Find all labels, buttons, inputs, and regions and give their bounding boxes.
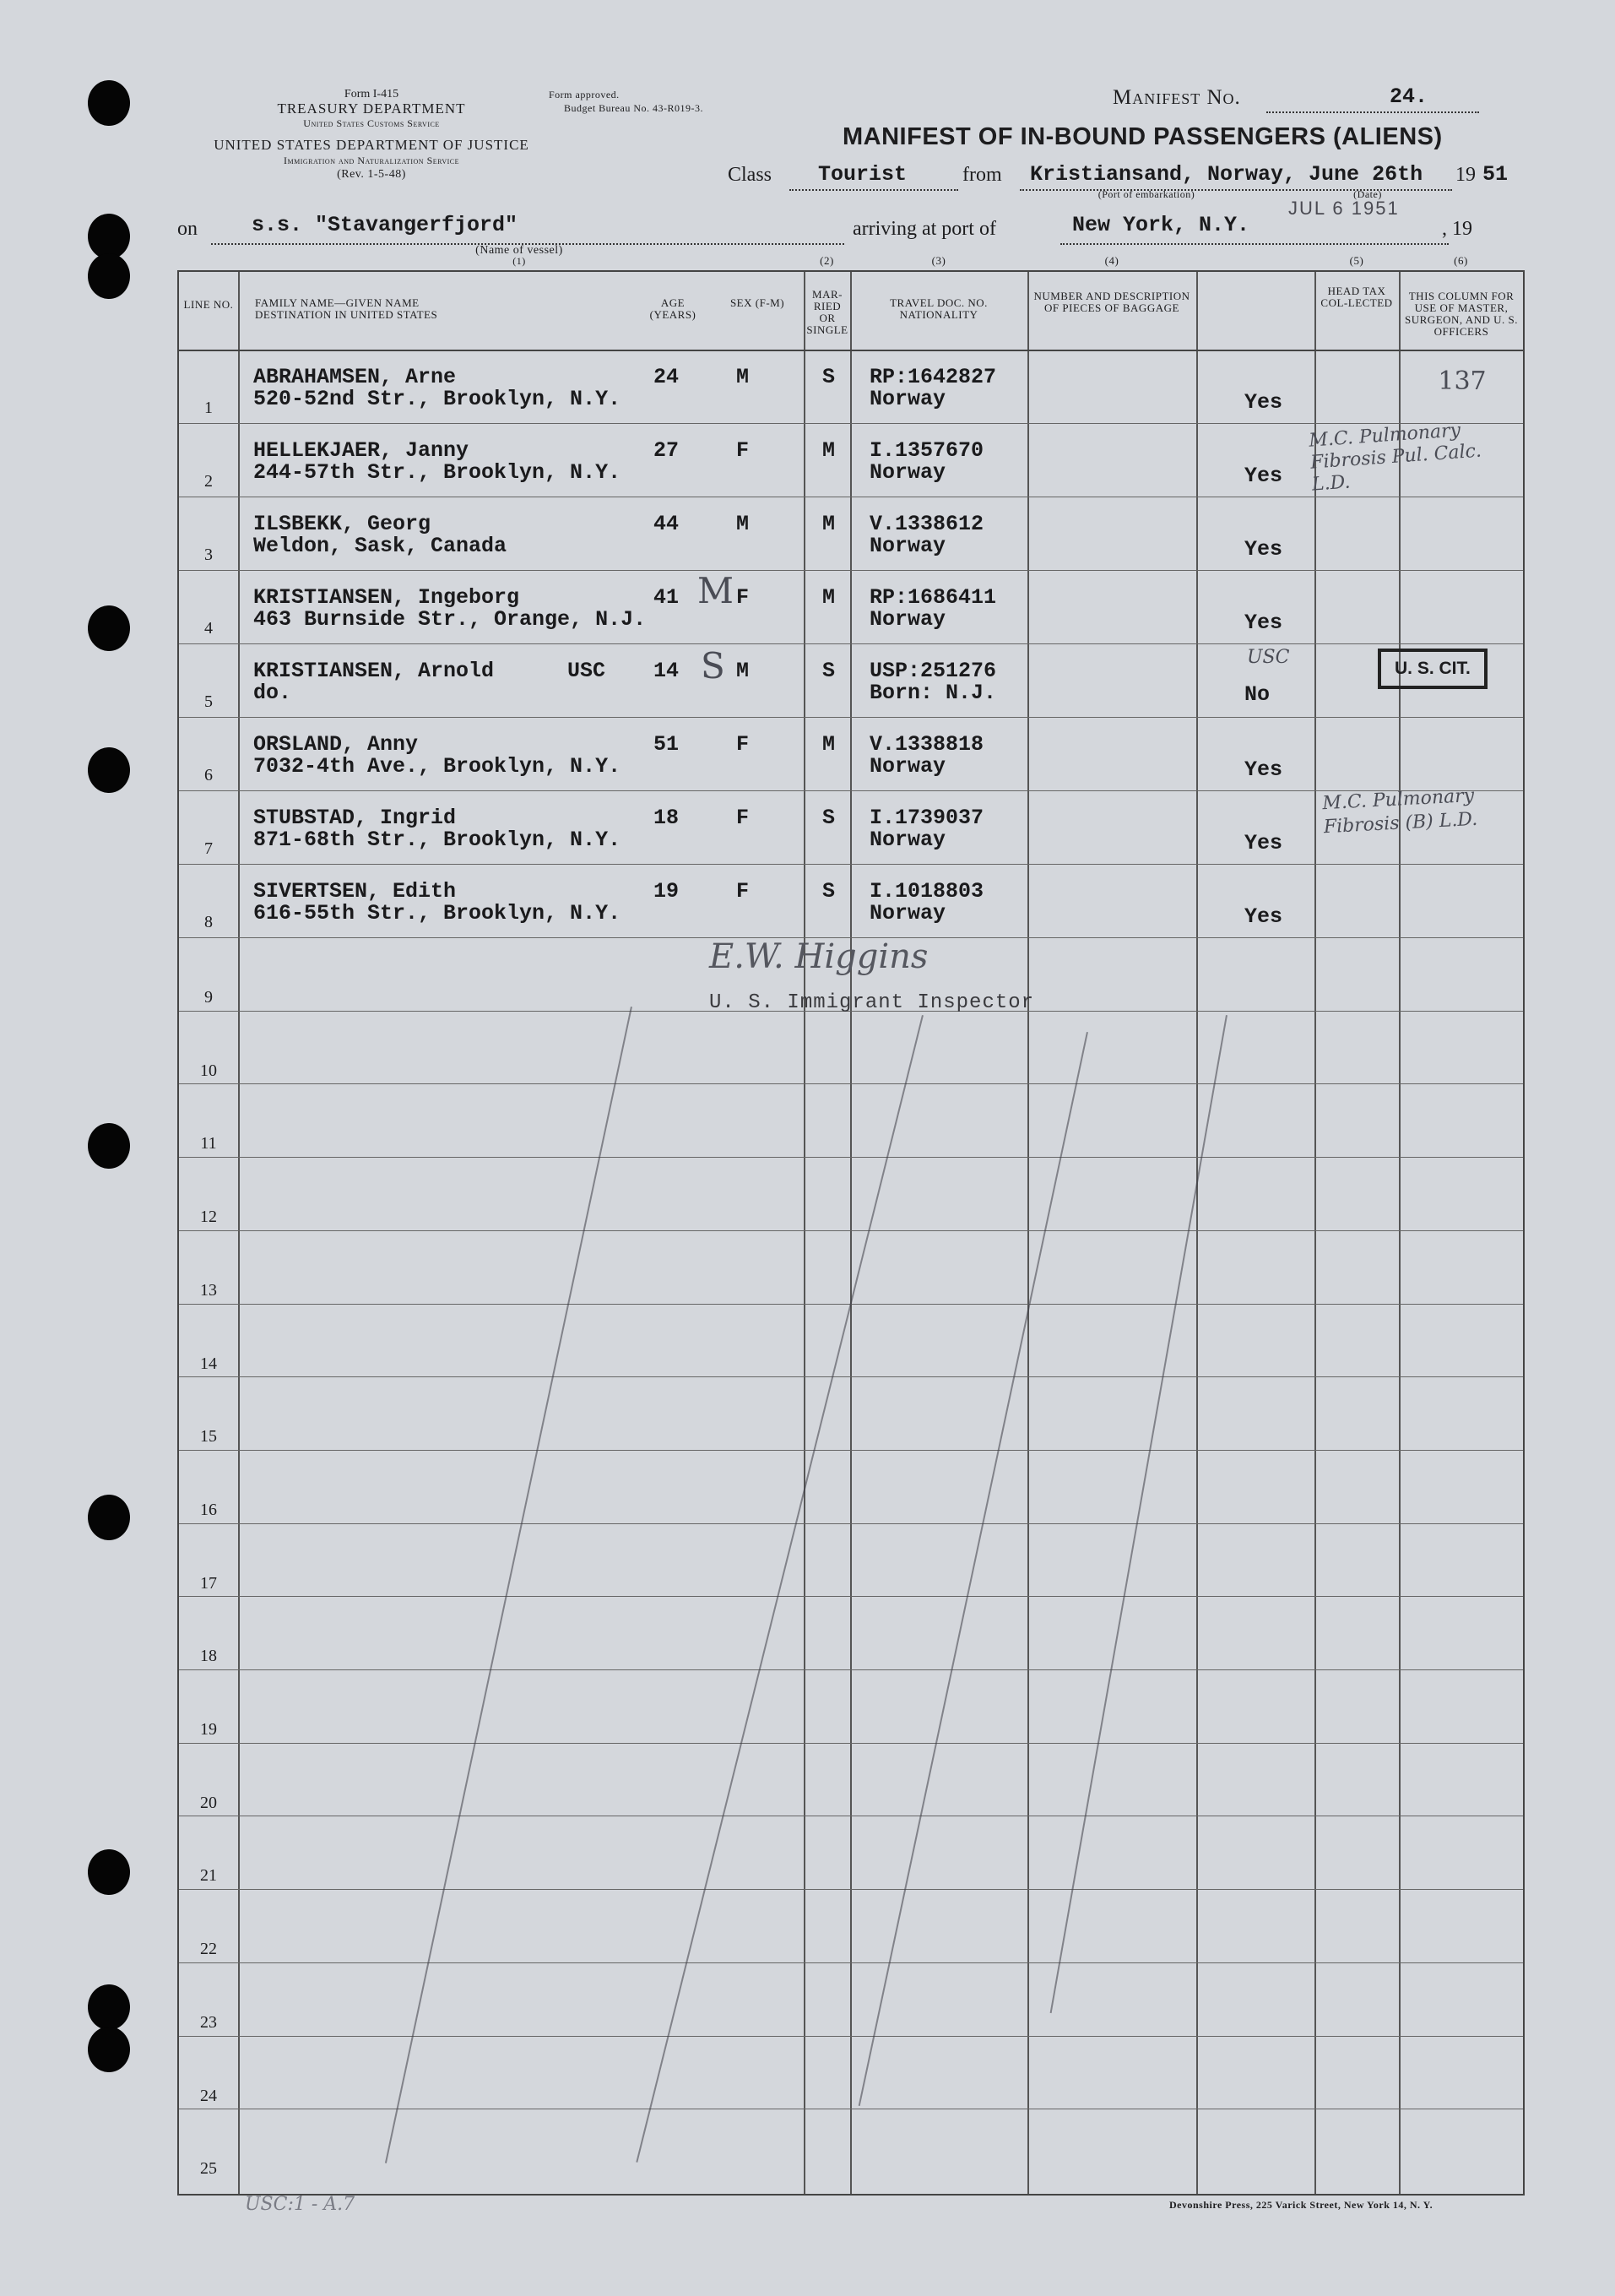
table-row xyxy=(179,1083,1523,1157)
table-row xyxy=(179,1376,1523,1450)
passenger-married: M xyxy=(821,512,835,536)
vessel-value: s.s. "Stavangerfjord" xyxy=(252,213,518,237)
hdr-age: AGE (YEARS) xyxy=(649,296,696,321)
hdr-name: FAMILY NAME—GIVEN NAME DESTINATION IN UNITED STATES xyxy=(255,296,438,321)
passenger-destination: 520-52nd Str., Brooklyn, N.Y. xyxy=(253,387,621,411)
arriving-label: arriving at port of xyxy=(853,218,996,240)
passenger-married: M xyxy=(821,585,835,610)
line-number: 22 xyxy=(200,1940,217,1959)
line-number: 3 xyxy=(204,546,213,564)
travel-doc: V.1338818 xyxy=(870,732,984,757)
citizen-tag: USC xyxy=(567,659,606,683)
table-row xyxy=(179,784,1523,864)
year-prefix: 19 xyxy=(1455,164,1476,186)
date-caption: (Date) xyxy=(1353,188,1382,200)
table-row xyxy=(179,1962,1523,2036)
vessel-col: (1) xyxy=(512,255,526,267)
us-citizen-stamp: U. S. CIT. xyxy=(1378,649,1488,689)
nationality: Norway xyxy=(870,607,946,632)
table-row xyxy=(179,1450,1523,1523)
age-pencil-mark: S xyxy=(701,645,725,687)
table-row xyxy=(179,1889,1523,1962)
passenger-sex: F xyxy=(736,732,750,757)
table-row xyxy=(179,643,1523,717)
table-row xyxy=(179,1596,1523,1669)
hdr-officers: THIS COLUMN FOR USE OF MASTER, SURGEON, AND U. S. OFFICERS xyxy=(1405,290,1518,338)
budget-bureau: Budget Bureau No. 43-R019-3. xyxy=(564,102,703,114)
passenger-name: ILSBEKK, Georg xyxy=(253,512,431,536)
passenger-name: SIVERTSEN, Edith xyxy=(253,879,457,904)
nationality: Born: N.J. xyxy=(870,681,997,705)
travel-doc: I.1357670 xyxy=(870,438,984,463)
line-number: 21 xyxy=(200,1866,217,1886)
passenger-destination: 463 Burnside Str., Orange, N.J. xyxy=(253,607,647,632)
passenger-sex: M xyxy=(736,365,750,389)
passenger-sex: M xyxy=(736,512,750,536)
punch-hole xyxy=(88,605,130,651)
line-number: 1 xyxy=(204,399,213,417)
line-number: 7 xyxy=(204,839,213,858)
dept-justice: UNITED STATES DEPARTMENT OF JUSTICE xyxy=(214,137,529,153)
head-tax: No xyxy=(1244,682,1271,707)
head-tax: Yes xyxy=(1244,757,1283,782)
line-number: 16 xyxy=(200,1500,217,1519)
passenger-destination: 244-57th Str., Brooklyn, N.Y. xyxy=(253,460,621,485)
manifest-no-value: 24. xyxy=(1390,84,1428,109)
line-number: 23 xyxy=(200,2012,217,2032)
passenger-married: M xyxy=(821,732,835,757)
arrival-port: New York, N.Y. xyxy=(1072,213,1250,237)
line-number: 20 xyxy=(200,1793,217,1812)
passenger-married: S xyxy=(821,659,835,683)
nationality: Norway xyxy=(870,460,946,485)
head-tax: Yes xyxy=(1244,611,1283,635)
officer-note: M.C. Pulmonary Fibrosis Pul. Calc. L.D. xyxy=(1308,420,1482,496)
passenger-married: S xyxy=(821,879,835,904)
passenger-name: ORSLAND, Anny xyxy=(253,732,419,757)
punch-hole xyxy=(88,1984,130,2030)
customs-service: United States Customs Service xyxy=(303,117,440,129)
nationality: Norway xyxy=(870,534,946,558)
line-number: 24 xyxy=(200,2086,217,2105)
passenger-destination: Weldon, Sask, Canada xyxy=(253,534,507,558)
from-value: Kristiansand, Norway, June 26th xyxy=(1030,162,1423,187)
table-row xyxy=(179,350,1523,423)
passenger-married: S xyxy=(821,806,835,830)
punch-hole xyxy=(88,253,130,299)
form-revision: (Rev. 1-5-48) xyxy=(337,168,406,181)
hdr-sex: SEX (F-M) xyxy=(729,296,785,309)
bottom-pencil-note: USC:1 - A.7 xyxy=(245,2194,355,2215)
punch-hole xyxy=(88,80,130,126)
table-row xyxy=(179,2036,1523,2109)
dept-treasury: TREASURY DEPARTMENT xyxy=(277,100,466,117)
port-caption: (Port of embarkation) xyxy=(1097,188,1195,200)
colnum-4: (4) xyxy=(1104,254,1119,267)
passenger-married: M xyxy=(821,438,835,463)
colnum-2: (2) xyxy=(820,254,834,267)
passenger-destination: do. xyxy=(253,681,292,705)
year-value: 51 xyxy=(1482,162,1509,187)
line-number: 6 xyxy=(204,766,213,784)
punch-hole xyxy=(88,1123,130,1169)
from-field xyxy=(1020,164,1452,191)
passenger-sex: F xyxy=(736,806,750,830)
table-row xyxy=(179,717,1523,790)
line-number: 2 xyxy=(204,472,213,491)
table-row xyxy=(179,1011,1523,1084)
hdr-baggage: NUMBER AND DESCRIPTION OF PIECES OF BAGGAGE xyxy=(1033,290,1190,314)
line-number: 19 xyxy=(200,1720,217,1739)
passenger-sex: F xyxy=(736,585,750,610)
line-number: 18 xyxy=(200,1647,217,1666)
passenger-destination: 616-55th Str., Brooklyn, N.Y. xyxy=(253,901,621,925)
table-row xyxy=(179,1157,1523,1230)
line-number: 10 xyxy=(200,1061,217,1080)
table-row xyxy=(179,1523,1523,1597)
punch-hole xyxy=(88,747,130,793)
officer-note: M.C. Pulmonary Fibrosis (B) L.D. xyxy=(1321,784,1478,839)
passenger-destination: 7032-4th Ave., Brooklyn, N.Y. xyxy=(253,754,621,779)
table-row xyxy=(179,420,1523,497)
travel-doc: V.1338612 xyxy=(870,512,984,536)
table-row xyxy=(179,570,1523,643)
hdr-married: MAR-RIED OR SINGLE xyxy=(806,288,848,336)
head-tax: Yes xyxy=(1244,390,1283,415)
nationality: Norway xyxy=(870,754,946,779)
passenger-age: 51 xyxy=(653,732,680,757)
colnum-3: (3) xyxy=(931,254,946,267)
from-label: from xyxy=(962,164,1002,186)
passenger-age: 41 xyxy=(653,585,680,610)
manifest-title: MANIFEST OF IN-BOUND PASSENGERS (ALIENS) xyxy=(843,123,1443,150)
inspector-title: U. S. Immigrant Inspector xyxy=(709,991,1035,1014)
form-approved: Form approved. xyxy=(549,89,620,100)
passenger-age: 27 xyxy=(653,438,680,463)
passenger-age: 24 xyxy=(653,365,680,389)
punch-hole xyxy=(88,1495,130,1540)
nationality: Norway xyxy=(870,901,946,925)
table-row xyxy=(179,864,1523,937)
passenger-sex: M xyxy=(736,659,750,683)
passenger-age: 19 xyxy=(653,879,680,904)
form-number: Form I-415 xyxy=(344,88,399,100)
passenger-name: ABRAHAMSEN, Arne xyxy=(253,365,457,389)
travel-doc: I.1739037 xyxy=(870,806,984,830)
punch-hole xyxy=(88,2027,130,2072)
class-value: Tourist xyxy=(818,162,908,187)
nationality: Norway xyxy=(870,387,946,411)
passenger-age: 18 xyxy=(653,806,680,830)
table-row xyxy=(179,1743,1523,1816)
colnum-5: (5) xyxy=(1349,254,1364,267)
line-number: 5 xyxy=(204,692,213,711)
passenger-married: S xyxy=(821,365,835,389)
arrival-date-stamp: JUL 6 1951 xyxy=(1288,198,1400,219)
on-label: on xyxy=(177,218,198,240)
inspector-signature: E.W. Higgins xyxy=(709,937,929,976)
table-row xyxy=(179,1304,1523,1377)
table-row xyxy=(179,1230,1523,1304)
line-number: 12 xyxy=(200,1208,217,1227)
officer-note: 137 xyxy=(1438,366,1487,396)
vessel-field xyxy=(211,213,844,245)
line-number: 14 xyxy=(200,1354,217,1373)
class-label: Class xyxy=(728,164,772,186)
vessel-caption: (Name of vessel) xyxy=(475,244,563,257)
passenger-name: KRISTIANSEN, Arnold xyxy=(253,659,495,683)
nationality: Norway xyxy=(870,828,946,852)
passenger-name: KRISTIANSEN, Ingeborg xyxy=(253,585,520,610)
head-tax: Yes xyxy=(1244,464,1283,488)
line-number: 9 xyxy=(204,988,213,1007)
arrival-field xyxy=(1060,198,1449,245)
table-row xyxy=(179,1669,1523,1743)
colnum-6: (6) xyxy=(1454,254,1468,267)
printer-credit: Devonshire Press, 225 Varick Street, New York 14, N. Y. xyxy=(1169,2199,1433,2211)
line-number: 25 xyxy=(200,2159,217,2179)
passenger-name: HELLEKJAER, Janny xyxy=(253,438,469,463)
age-pencil-mark: M xyxy=(697,570,734,611)
manifest-no-label: Manifest No. xyxy=(1113,86,1241,109)
head-tax: Yes xyxy=(1244,831,1283,855)
passenger-table xyxy=(177,254,1525,2196)
passenger-sex: F xyxy=(736,879,750,904)
head-tax: Yes xyxy=(1244,904,1283,929)
passenger-age: 44 xyxy=(653,512,680,536)
passenger-name: STUBSTAD, Ingrid xyxy=(253,806,457,830)
line-number: 15 xyxy=(200,1427,217,1447)
passenger-age: 14 xyxy=(653,659,680,683)
travel-doc: I.1018803 xyxy=(870,879,984,904)
line-number: 8 xyxy=(204,913,213,931)
class-field xyxy=(789,164,958,191)
line-number: 11 xyxy=(200,1134,217,1153)
line-number: 4 xyxy=(204,619,213,638)
punch-hole xyxy=(88,214,130,259)
line-number: 17 xyxy=(200,1573,217,1593)
passenger-destination: 871-68th Str., Brooklyn, N.Y. xyxy=(253,828,621,852)
travel-doc: RP:1642827 xyxy=(870,365,997,389)
line-number: 13 xyxy=(200,1280,217,1300)
table-row xyxy=(179,1816,1523,1889)
table-row xyxy=(179,2109,1523,2182)
table-row xyxy=(179,497,1523,570)
manifest-no-field xyxy=(1266,86,1479,113)
travel-doc: RP:1686411 xyxy=(870,585,997,610)
hdr-headtax: HEAD TAX COL-LECTED xyxy=(1320,285,1393,309)
ins-service: Immigration and Naturalization Service xyxy=(283,155,459,166)
head-tax-mark: USC xyxy=(1247,647,1290,668)
hdr-line: LINE NO. xyxy=(183,298,234,311)
head-tax: Yes xyxy=(1244,537,1283,562)
passenger-sex: F xyxy=(736,438,750,463)
travel-doc: USP:251276 xyxy=(870,659,997,683)
punch-hole xyxy=(88,1849,130,1895)
hdr-travel: TRAVEL DOC. NO. NATIONALITY xyxy=(890,296,988,321)
arrival-year: , 19 xyxy=(1442,218,1472,240)
